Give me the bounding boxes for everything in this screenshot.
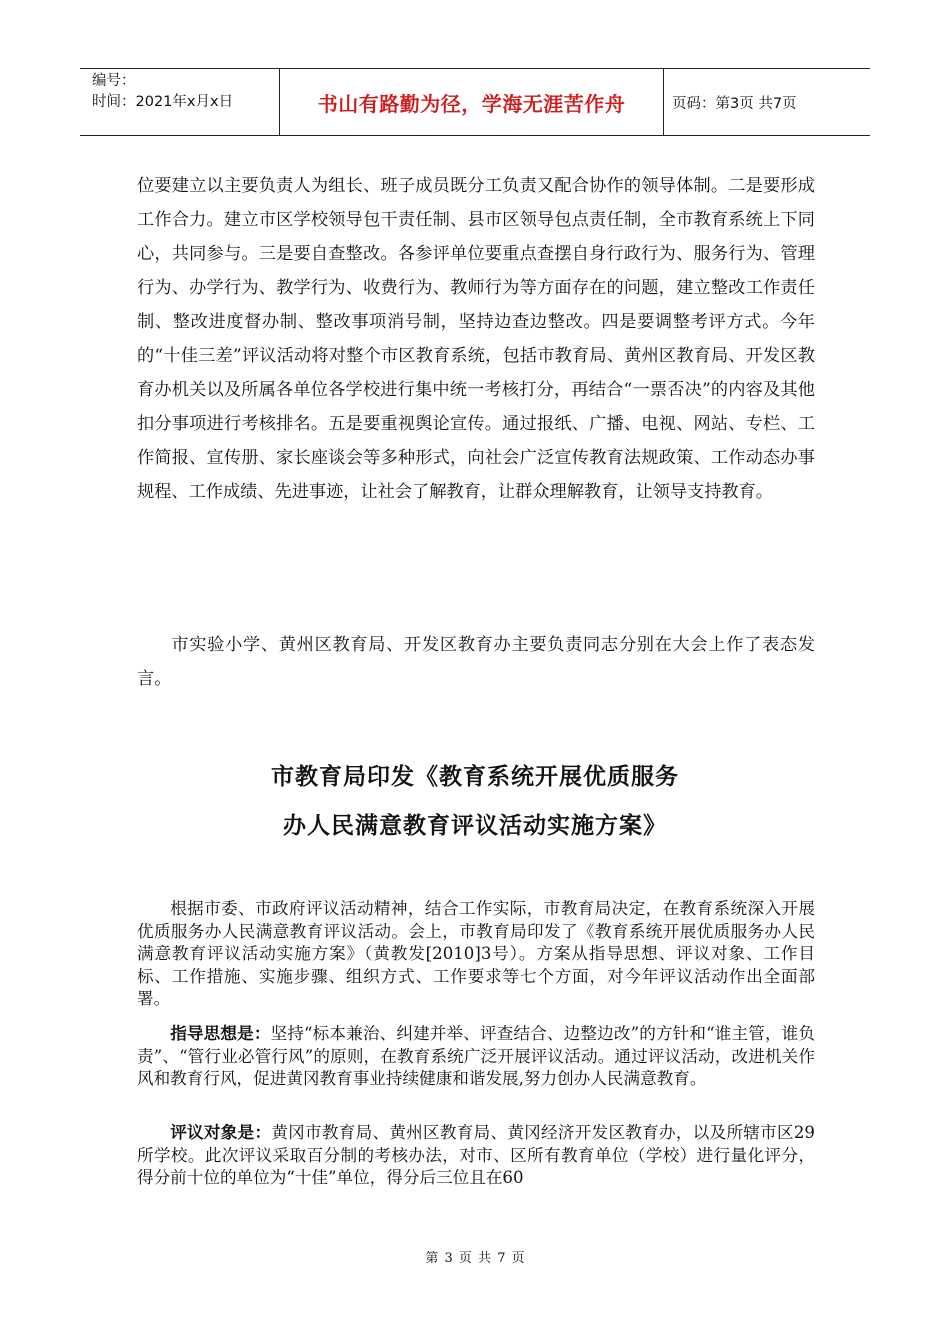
body-paragraph-3: 根据市委、市政府评议活动精神，结合工作实际，市教育局决定，在教育系统深入开展优质服务办人民满意教育评议活动。会上，市教育局印发了《教育系统开展优质服务办人民满意教育评议活动实施方案》（黄教发[2010]3号）。方案从指导思想、评议对象、工作目标、工作措施、实施步骤、组织方式、工作要求等七个方面，对今年评议活动作出全面部署。 bbox=[137, 899, 815, 1008]
body-paragraph-evaluation-targets bbox=[137, 1121, 815, 1190]
page-header bbox=[80, 68, 870, 136]
body-paragraph-guiding-thought bbox=[137, 1022, 815, 1091]
guiding-thought-label: 指导思想是： bbox=[170, 1023, 271, 1043]
document-number-label: 编号： bbox=[92, 73, 136, 89]
header-motto: 书山有路勤为径，学海无涯苦作舟 bbox=[280, 69, 664, 135]
header-page-info: 页码：第3页 共7页 bbox=[672, 95, 797, 112]
section-title-line-1: 市教育局印发《教育系统开展优质服务 bbox=[271, 764, 679, 790]
section-title-line-2: 办人民满意教育评议活动实施方案》 bbox=[283, 813, 667, 839]
page-footer: 第 3 页 共 7 页 bbox=[425, 1251, 525, 1266]
header-meta bbox=[80, 69, 280, 135]
guiding-thought-text: 坚持“标本兼治、纠建并举、评查结合、边整边改”的方针和“谁主管，谁负责”、“管行业必管行风”的原则，在教育系统广泛开展评议活动。通过评议活动，改进机关作风和教育行风，促进黄冈教育事业持续健康和谐发展,努力创办人民满意教育。 bbox=[137, 1024, 816, 1088]
body-paragraph-1: 位要建立以主要负责人为组长、班子成员既分工负责又配合协作的领导体制。二是要形成工作合力。建立市区学校领导包干责任制、县市区领导包点责任制，全市教育系统上下同心，共同参与。三是要自查整改。各参评单位要重点查摆自身行政行为、服务行为、管理行为、办学行为、教学行为、收费行为、教师行为等方面存在的问题，建立整改工作责任制、整改进度督办制、整改事项消号制，坚持边查边整改。四是要调整考评方式。今年的“十佳三差”评议活动将对整个市区教育系统，包括市教育局、黄州区教育局、开发区教育办机关以及所属各单位各学校进行集中统一考核打分，再结合“一票否决”的内容及其他扣分事项进行考核排名。五是要重视舆论宣传。通过报纸、广播、电视、网站、专栏、工作简报、宣传册、家长座谈会等多种形式，向社会广泛宣传教育法规政策、工作动态办事规程、工作成绩、先进事迹，让社会了解教育，让群众理解教育，让领导支持教育。 bbox=[137, 176, 815, 502]
body-paragraph-2: 市实验小学、黄州区教育局、开发区教育办主要负责同志分别在大会上作了表态发言。 bbox=[137, 635, 815, 689]
evaluation-targets-label: 评议对象是： bbox=[170, 1122, 272, 1142]
document-time-label: 时间：2021年x月x日 bbox=[92, 94, 234, 110]
evaluation-targets-text: 黄冈市教育局、黄州区教育局、黄冈经济开发区教育办，以及所辖市区29所学校。此次评议采取百分制的考核办法，对市、区所有教育单位（学校）进行量化评分，得分前十位的单位为“十佳”单位，得分后三位且在60 bbox=[137, 1123, 815, 1187]
